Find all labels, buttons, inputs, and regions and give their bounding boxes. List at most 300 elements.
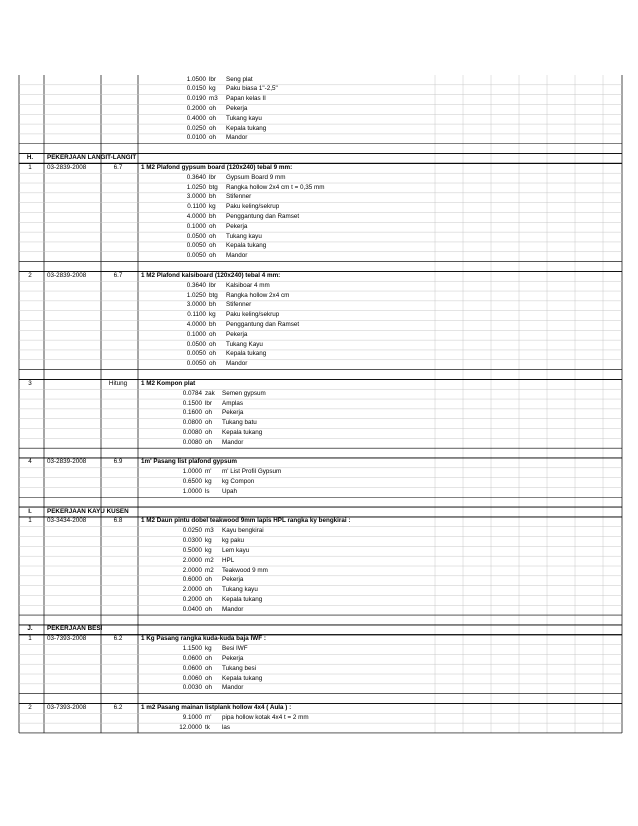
component-row	[0, 418, 638, 428]
cell-sni	[47, 241, 103, 251]
cell-unit: m3	[205, 527, 214, 535]
cell-description: Stifenner	[226, 301, 252, 309]
cell-sni: 03-7393-2008	[47, 635, 87, 643]
cell-ref	[101, 615, 135, 625]
cell-coefficient: 0.0500	[186, 340, 206, 348]
cell-description: Kepala tukang	[226, 350, 267, 358]
cell-title: 1 M2 Daun pintu dobel teakwood 9mm lapis HPL rangka ky bengkirai :	[141, 517, 351, 525]
cell-unit: oh	[205, 664, 213, 672]
cell-description: Kepala tukang	[222, 674, 263, 682]
cell-ref	[101, 713, 135, 723]
cell-sni	[47, 359, 103, 369]
cell-sni	[47, 261, 103, 271]
cell-no	[19, 261, 41, 271]
cell-coefficient: 0.0600	[182, 654, 202, 662]
cell-no: 3	[28, 379, 32, 387]
component-row	[0, 408, 638, 418]
cell-sni	[47, 595, 103, 605]
cell-no	[19, 448, 41, 458]
cell-ref	[101, 526, 135, 536]
cell-unit: zak	[205, 389, 215, 397]
component-row	[0, 713, 638, 723]
cell-description: Paku biasa 1"-2,5"	[226, 85, 278, 93]
cell-coefficient: 3.0000	[186, 193, 206, 201]
cell-coefficient	[162, 457, 202, 467]
cell-coefficient: 4.0000	[186, 321, 206, 328]
cell-no	[19, 281, 41, 291]
cell-sni: 03-3434-2008	[47, 517, 87, 525]
component-row	[0, 438, 638, 448]
task-header-row	[0, 634, 638, 644]
cell-no	[19, 389, 41, 399]
cell-description: Kepala tukang	[226, 124, 267, 132]
cell-ref	[101, 104, 135, 114]
cell-coefficient	[162, 693, 202, 703]
cell-no	[19, 192, 41, 202]
cell-sni	[47, 585, 103, 595]
cell-coefficient: 1.0500	[186, 75, 206, 83]
cell-no	[19, 222, 41, 232]
cell-description: Lem kayu	[222, 546, 250, 554]
cell-ref	[101, 477, 135, 487]
component-row	[0, 467, 638, 477]
cell-coefficient: 0.0100	[186, 134, 206, 142]
component-row	[0, 320, 638, 330]
cell-coefficient: 0.0050	[186, 242, 206, 250]
cell-ref	[101, 183, 135, 193]
cell-description: Seng plat	[226, 75, 253, 83]
cell-description: Rangka hollow 2x4 cm	[226, 291, 290, 299]
cell-ref	[101, 192, 135, 202]
cell-ref	[101, 585, 135, 595]
cell-unit	[205, 497, 219, 507]
cell-no	[19, 536, 41, 546]
cell-no	[19, 241, 41, 251]
cell-ref	[101, 241, 135, 251]
component-row	[0, 556, 638, 566]
cell-sni	[47, 183, 103, 193]
cell-coefficient: 0.0150	[186, 85, 206, 93]
cell-sni: PEKERJAAN LANGIT-LANGIT	[47, 154, 137, 162]
cell-ref	[101, 536, 135, 546]
cell-unit	[205, 163, 219, 173]
cell-unit: m2	[205, 556, 214, 564]
cell-no	[19, 133, 41, 143]
cell-description: las	[222, 723, 231, 731]
cell-unit: oh	[205, 654, 213, 662]
cell-unit: ls	[205, 487, 210, 495]
cell-unit: kg	[205, 546, 212, 554]
cell-unit	[205, 624, 219, 634]
cell-sni: 03-2839-2008	[47, 271, 87, 279]
cell-description: Upah	[222, 487, 238, 495]
cell-no	[19, 75, 41, 85]
component-row	[0, 251, 638, 261]
cell-ref	[101, 467, 135, 477]
cell-unit: bh	[209, 301, 217, 309]
cell-no	[19, 212, 41, 222]
component-row	[0, 585, 638, 595]
cell-unit: oh	[209, 222, 217, 230]
component-row	[0, 674, 638, 684]
cell-description: Mandor	[222, 605, 244, 613]
cell-description: Kepala tukang	[222, 595, 263, 603]
cell-unit: oh	[205, 429, 213, 437]
cell-unit: kg	[205, 537, 212, 545]
cell-ref	[101, 546, 135, 556]
cell-description: Pekerja	[226, 104, 248, 112]
cell-sni	[47, 133, 103, 143]
cell-coefficient: 0.0050	[186, 252, 206, 260]
cell-ref	[101, 654, 135, 664]
cell-sni	[47, 683, 103, 693]
cell-ref	[101, 683, 135, 693]
cell-unit: kg	[209, 85, 216, 93]
cell-no	[19, 349, 41, 359]
cell-no	[19, 418, 41, 428]
blank-row	[0, 369, 638, 379]
component-row	[0, 575, 638, 585]
cell-ref	[101, 261, 135, 271]
cell-ref	[101, 349, 135, 359]
cell-description: Tukang kayu	[222, 586, 258, 594]
cell-unit: lbr	[209, 281, 216, 289]
cell-ref	[101, 84, 135, 94]
component-row	[0, 428, 638, 438]
cell-coefficient: 0.2000	[182, 595, 202, 603]
cell-unit: kg	[209, 311, 216, 319]
cell-unit: m'	[205, 713, 212, 721]
cell-no	[19, 526, 41, 536]
cell-ref	[101, 232, 135, 242]
cell-coefficient	[162, 497, 202, 507]
component-row	[0, 232, 638, 242]
cell-title: 1 M2 Plafond gypsum board (120x240) tebal 9 mm:	[141, 163, 293, 171]
cell-sni	[47, 575, 103, 585]
task-header-row	[0, 271, 638, 281]
cell-no	[19, 438, 41, 448]
cell-ref	[101, 310, 135, 320]
component-row	[0, 84, 638, 94]
cell-sni	[47, 389, 103, 399]
cell-sni	[47, 84, 103, 94]
cell-coefficient: 1.0250	[186, 291, 206, 299]
cell-no	[19, 585, 41, 595]
cell-no	[19, 300, 41, 310]
cell-description: Penggantung dan Ramset	[226, 212, 300, 220]
blank-row	[0, 497, 638, 507]
blank-row	[0, 615, 638, 625]
cell-coefficient	[162, 143, 202, 153]
cell-ref: 6.2	[113, 703, 123, 711]
cell-sni	[47, 536, 103, 546]
cell-unit	[205, 448, 219, 458]
cell-no	[19, 723, 41, 733]
cell-no	[19, 310, 41, 320]
cell-ref	[101, 487, 135, 497]
cell-ref	[101, 340, 135, 350]
cell-sni	[47, 418, 103, 428]
cell-ref	[101, 281, 135, 291]
cell-coefficient: 1.0000	[182, 468, 202, 476]
cell-ref: 6.9	[113, 458, 123, 466]
cell-sni	[47, 94, 103, 104]
cell-no	[19, 114, 41, 124]
component-row	[0, 202, 638, 212]
task-header-row	[0, 163, 638, 173]
cell-sni	[47, 369, 103, 379]
cell-description: Mandor	[226, 360, 248, 368]
cell-ref	[101, 173, 135, 183]
cell-coefficient: 0.6500	[182, 478, 202, 486]
cell-coefficient: 0.0050	[186, 350, 206, 358]
cell-no	[19, 330, 41, 340]
cell-sni	[47, 222, 103, 232]
cell-sni	[47, 399, 103, 409]
cell-description: Tukang kayu	[226, 232, 262, 240]
cell-coefficient	[162, 379, 202, 389]
cell-sni: PEKERJAAN BESI	[47, 625, 103, 633]
cell-ref	[101, 94, 135, 104]
cell-no	[19, 497, 41, 507]
cell-description: Besi IWF	[222, 645, 248, 653]
cell-ref	[101, 693, 135, 703]
cell-sni	[47, 232, 103, 242]
component-row	[0, 281, 638, 291]
cell-ref	[101, 674, 135, 684]
cell-description: Semen gypsum	[222, 389, 266, 397]
component-row	[0, 526, 638, 536]
cell-unit: oh	[209, 330, 217, 338]
cell-no	[19, 605, 41, 615]
component-row	[0, 359, 638, 369]
cell-ref	[101, 575, 135, 585]
cell-sni	[47, 202, 103, 212]
cell-no: 2	[28, 703, 32, 711]
cell-coefficient: 0.1000	[186, 222, 206, 230]
component-row	[0, 683, 638, 693]
section-row	[0, 507, 638, 517]
cell-ref: 6.7	[113, 163, 123, 171]
cell-coefficient	[162, 448, 202, 458]
cell-sni	[47, 428, 103, 438]
cell-unit: m2	[205, 566, 214, 574]
cell-ref	[101, 291, 135, 301]
blank-row	[0, 261, 638, 271]
cell-coefficient	[162, 163, 202, 173]
cell-coefficient: 1.0000	[182, 487, 202, 495]
cell-no	[19, 202, 41, 212]
cell-description: kg paku	[222, 537, 245, 545]
task-header-row	[0, 457, 638, 467]
section-row	[0, 624, 638, 634]
cell-unit	[205, 693, 219, 703]
cell-ref	[101, 644, 135, 654]
cell-ref	[101, 320, 135, 330]
cell-unit: tk	[205, 723, 210, 731]
component-row	[0, 723, 638, 733]
cell-unit: oh	[209, 360, 217, 368]
cell-sni	[47, 310, 103, 320]
cell-unit: oh	[209, 124, 217, 132]
cell-description: Teakwood 9 mm	[222, 566, 268, 574]
cell-no	[19, 124, 41, 134]
cell-sni	[47, 143, 103, 153]
cell-coefficient: 0.0050	[186, 360, 206, 368]
cell-sni	[47, 713, 103, 723]
cell-no	[19, 615, 41, 625]
cell-unit: oh	[209, 232, 217, 240]
cell-ref	[101, 153, 135, 163]
cell-ref	[101, 133, 135, 143]
component-row	[0, 664, 638, 674]
cell-no	[19, 428, 41, 438]
cell-ref: 6.7	[113, 271, 123, 279]
cell-sni	[47, 212, 103, 222]
cell-ref	[101, 448, 135, 458]
cell-sni	[47, 75, 103, 85]
cell-sni	[47, 556, 103, 566]
cell-unit: oh	[209, 340, 217, 348]
cell-no	[19, 595, 41, 605]
cell-description: Tukang Kayu	[226, 340, 263, 348]
cell-coefficient: 0.3640	[186, 173, 206, 181]
cell-coefficient: 0.0784	[182, 389, 202, 397]
cell-unit: lbr	[209, 75, 216, 83]
cell-no: 2	[28, 271, 32, 279]
component-row	[0, 300, 638, 310]
cell-no: 4	[28, 458, 32, 466]
cell-coefficient	[162, 153, 202, 163]
cell-unit	[205, 634, 219, 644]
component-row	[0, 349, 638, 359]
cell-coefficient: 4.0000	[186, 212, 206, 220]
cell-no	[19, 575, 41, 585]
cell-sni	[47, 379, 103, 389]
cell-sni: PEKERJAAN KAYU KUSEN	[47, 507, 129, 515]
cell-title: 1 m2 Pasang mainan listplank hollow 4x4 ( Aula ) :	[141, 703, 292, 711]
cell-no: H.	[26, 154, 34, 162]
cell-unit: oh	[209, 134, 217, 142]
cell-unit	[205, 369, 219, 379]
cell-sni	[47, 320, 103, 330]
cell-description: Rangka hollow 2x4 cm t = 0,35 mm	[226, 183, 325, 191]
blank-row	[0, 693, 638, 703]
cell-sni	[47, 124, 103, 134]
cell-description: Pekerja	[222, 409, 244, 417]
cell-unit: kg	[209, 203, 216, 211]
cell-description: Kepala tukang	[226, 242, 267, 250]
cell-coefficient: 0.3640	[186, 281, 206, 289]
component-row	[0, 173, 638, 183]
cell-no	[19, 143, 41, 153]
cell-description: Amplas	[222, 399, 243, 407]
cell-sni	[47, 477, 103, 487]
cell-ref	[101, 507, 135, 517]
cell-ref	[101, 556, 135, 566]
cell-no	[19, 644, 41, 654]
cell-no: J.	[27, 625, 33, 633]
cell-no	[19, 173, 41, 183]
cell-no	[19, 369, 41, 379]
cell-description: m' List Profil Gypsum	[222, 468, 282, 476]
cell-unit	[205, 271, 219, 281]
cell-title: 1 M2 Kompon plat	[141, 379, 196, 387]
cell-description: Mandor	[226, 134, 248, 142]
cell-ref	[101, 624, 135, 634]
task-header-row	[0, 379, 638, 389]
cell-description: HPL	[222, 556, 235, 564]
cell-coefficient: 9.1000	[182, 713, 202, 721]
cell-unit: oh	[209, 242, 217, 250]
cell-sni	[47, 408, 103, 418]
cell-no	[19, 408, 41, 418]
cell-unit: oh	[205, 586, 213, 594]
cell-ref	[101, 359, 135, 369]
cell-no: 1	[28, 517, 32, 525]
cell-ref	[101, 723, 135, 733]
cell-unit: lbr	[205, 399, 212, 407]
cell-coefficient: 0.0190	[186, 95, 206, 103]
cell-no	[19, 251, 41, 261]
cell-coefficient	[162, 507, 202, 517]
cell-sni	[47, 674, 103, 684]
component-row	[0, 477, 638, 487]
cell-unit: oh	[205, 605, 213, 613]
cell-ref	[101, 222, 135, 232]
blank-row	[0, 143, 638, 153]
cell-unit	[205, 153, 219, 163]
component-row	[0, 389, 638, 399]
cell-coefficient: 0.0080	[182, 429, 202, 437]
task-header-row	[0, 516, 638, 526]
cell-title: 1 M2 Plafond kalsiboard (120x240) tebal 4 mm:	[141, 271, 281, 279]
cell-description: Papan kelas II	[226, 95, 266, 103]
cell-sni: 03-2839-2008	[47, 458, 87, 466]
cell-no	[19, 94, 41, 104]
cell-description: Paku keling/sekrup	[226, 311, 280, 319]
cell-coefficient: 0.0250	[186, 124, 206, 132]
cell-unit	[205, 615, 219, 625]
cell-unit: oh	[205, 595, 213, 603]
cell-unit	[205, 703, 219, 713]
cell-sni	[47, 281, 103, 291]
cell-coefficient: 0.0500	[186, 232, 206, 240]
cell-no	[19, 546, 41, 556]
component-row	[0, 399, 638, 409]
cell-ref	[101, 369, 135, 379]
component-row	[0, 340, 638, 350]
cell-sni	[47, 349, 103, 359]
cell-coefficient: 1.0250	[186, 183, 206, 191]
task-header-row	[0, 703, 638, 713]
cell-ref	[101, 75, 135, 85]
cell-title: 1 Kg Pasang rangka kuda-kuda baja IWF :	[141, 635, 266, 643]
cell-description: Paku keling/sekrup	[226, 203, 280, 211]
component-row	[0, 310, 638, 320]
cell-coefficient	[162, 261, 202, 271]
cell-unit: kg	[205, 478, 212, 486]
cell-no	[19, 556, 41, 566]
cell-description: Pekerja	[222, 576, 244, 584]
cell-description: pipa hollow kotak 4x4 t = 2 mm	[222, 713, 309, 721]
component-row	[0, 222, 638, 232]
cell-coefficient: 0.1100	[187, 311, 206, 319]
cell-description: Gypsum Board 9 mm	[226, 173, 286, 181]
cell-sni	[47, 330, 103, 340]
cell-no	[19, 291, 41, 301]
cell-coefficient: 2.0000	[182, 556, 202, 564]
